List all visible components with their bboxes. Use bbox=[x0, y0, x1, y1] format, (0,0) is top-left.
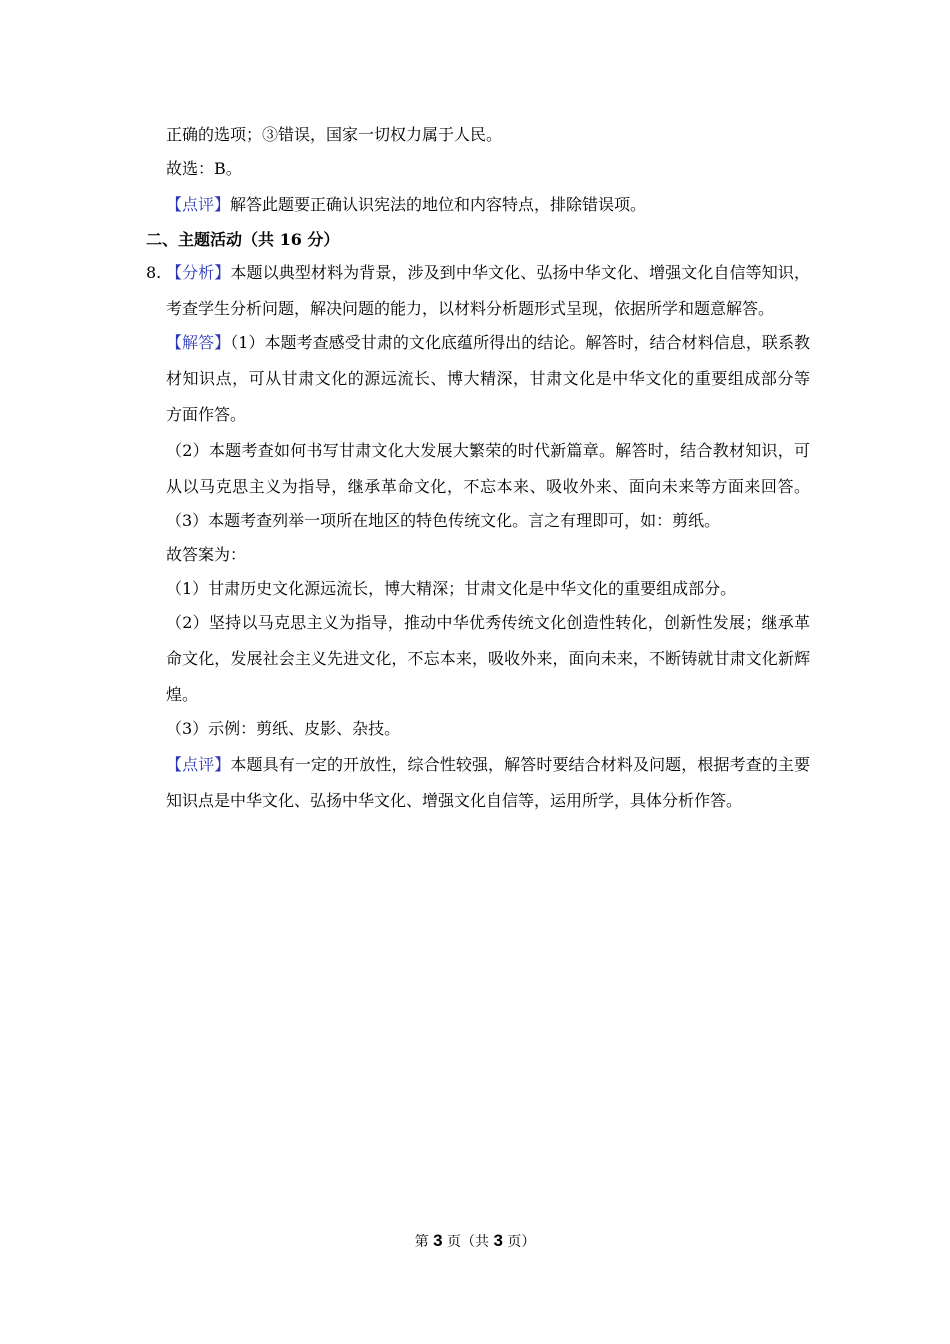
text-line bbox=[166, 404, 810, 426]
analysis-tag: 【分析】 bbox=[166, 263, 231, 282]
text-line bbox=[166, 440, 810, 462]
comment-line bbox=[166, 754, 810, 776]
analysis-text: 本题以典型材料为背景，涉及到中华文化、弘扬中华文化、增强文化自信等知识， bbox=[230, 263, 810, 282]
text-line bbox=[166, 476, 810, 498]
answer-text: （2）坚持以马克思主义为指导，推动中华优秀传统文化创造性转化，创新性发展；继承革 bbox=[166, 613, 810, 632]
body-text: 故选：B。 bbox=[166, 159, 242, 178]
footer-suffix: 页） bbox=[502, 1234, 536, 1250]
text-line bbox=[166, 790, 810, 812]
text-line bbox=[166, 648, 810, 670]
comment-line bbox=[166, 194, 810, 216]
answer-text: 方面作答。 bbox=[166, 405, 247, 424]
text-line bbox=[166, 510, 810, 532]
text-line bbox=[166, 158, 810, 180]
text-line bbox=[166, 684, 810, 706]
page-number: 3 bbox=[433, 1231, 443, 1250]
text-line bbox=[166, 368, 810, 390]
comment-text: 解答此题要正确认识宪法的地位和内容特点，排除错误项。 bbox=[230, 195, 647, 214]
text-line bbox=[166, 544, 810, 566]
answer-text: （3）示例：剪纸、皮影、杂技。 bbox=[166, 719, 401, 738]
comment-tag: 【点评】 bbox=[166, 195, 231, 214]
answer-text: 从以马克思主义为指导，继承革命文化，不忘本来、吸收外来、面向未来等方面来回答。 bbox=[166, 477, 810, 496]
text-line bbox=[166, 124, 810, 146]
section-heading bbox=[146, 229, 810, 251]
answer-tag: 【解答】 bbox=[166, 333, 231, 352]
comment-text: 知识点是中华文化、弘扬中华文化、增强文化自信等，运用所学，具体分析作答。 bbox=[166, 791, 743, 810]
comment-tag: 【点评】 bbox=[166, 755, 231, 774]
answer-text: 故答案为： bbox=[166, 545, 247, 564]
text-line bbox=[166, 718, 810, 740]
question-line bbox=[146, 262, 810, 284]
section-title: 二、主题活动（共 16 分） bbox=[146, 230, 340, 249]
answer-text: （2）本题考查如何书写甘肃文化大发展大繁荣的时代新篇章。解答时，结合教材知识，可 bbox=[166, 441, 810, 460]
comment-text: 本题具有一定的开放性，综合性较强，解答时要结合材料及问题，根据考查的主要 bbox=[230, 755, 810, 774]
answer-line bbox=[166, 332, 810, 354]
analysis-text: 考查学生分析问题，解决问题的能力，以材料分析题形式呈现，依据所学和题意解答。 bbox=[166, 299, 775, 318]
answer-text: （1）本题考查感受甘肃的文化底蕴所得出的结论。解答时，结合材料信息，联系教 bbox=[230, 333, 810, 352]
page-footer bbox=[0, 1230, 950, 1253]
answer-text: 材知识点，可从甘肃文化的源远流长、博大精深，甘肃文化是中华文化的重要组成部分等 bbox=[166, 369, 810, 388]
answer-text: （1）甘肃历史文化源远流长，博大精深；甘肃文化是中华文化的重要组成部分。 bbox=[166, 579, 737, 598]
page-total: 3 bbox=[493, 1231, 503, 1250]
body-text: 正确的选项；③错误，国家一切权力属于人民。 bbox=[166, 125, 503, 144]
footer-prefix: 第 bbox=[414, 1234, 434, 1250]
text-line bbox=[166, 578, 810, 600]
text-line bbox=[166, 612, 810, 634]
question-number: 8. bbox=[146, 263, 162, 282]
footer-middle: 页（共 bbox=[442, 1234, 494, 1250]
text-line bbox=[166, 298, 810, 320]
answer-text: 命文化，发展社会主义先进文化，不忘本来，吸收外来，面向未来，不断铸就甘肃文化新辉 bbox=[166, 649, 810, 668]
answer-text: 煌。 bbox=[166, 685, 199, 704]
answer-text: （3）本题考查列举一项所在地区的特色传统文化。言之有理即可，如：剪纸。 bbox=[166, 511, 721, 530]
